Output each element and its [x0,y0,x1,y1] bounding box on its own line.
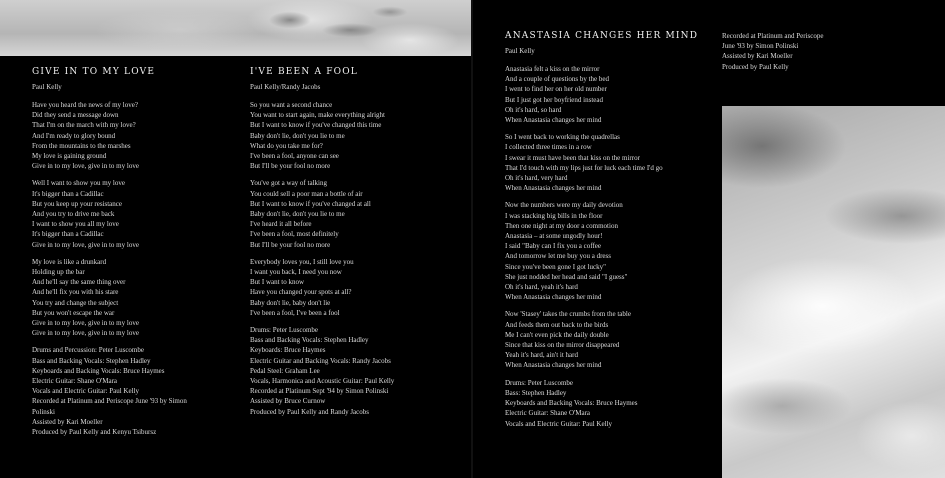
text-line: Since that kiss on the mirror disappeared [505,341,620,350]
text-line: Recorded at Platinum and Periscope [722,32,824,40]
text-line: My love is gaining ground [32,152,107,161]
text-line: But I'll be your fool no more [250,162,331,171]
text-line: Keyboards and Backing Vocals: Bruce Haymes [505,399,638,408]
song-writer: Paul Kelly [505,47,535,55]
stanza [32,257,237,339]
text-line: I've heard it all before [250,220,312,229]
text-line: Anastasia felt a kiss on the mirror [505,65,600,73]
text-line: Then one night at my door a commotion [505,221,618,230]
song-title: ANASTASIA CHANGES HER MIND [505,31,699,41]
song-writer: Paul Kelly [32,83,62,91]
text-line: But I want to know if you've changed at all [250,199,371,208]
credits [32,345,237,437]
credits [250,325,465,417]
text-line: Polinski [32,407,55,416]
text-line: I collected three times in a row [505,143,592,152]
text-line: Give in to my love, give in to my love [32,329,139,338]
text-line: I've been a fool, I've been a fool [250,308,340,317]
text-line: Baby don't lie, don't you lie to me [250,210,345,219]
text-line: Electric Guitar and Backing Vocals: Randy Jacobs [250,356,391,365]
text-line: Me I can't even pick the daily double [505,330,609,339]
text-line: Produced by Paul Kelly [722,62,789,71]
text-line: Now the numbers were my daily devotion [505,201,623,210]
text-line: But I'll be your fool no more [250,240,331,249]
text-line: Assisted by Kari Moeller [722,52,793,61]
text-line: Recorded at Platinum and Periscope June '93 by Simon [32,397,187,406]
text-line: Produced by Paul Kelly and Randy Jacobs [250,407,369,416]
text-line: You've got a way of talking [250,179,327,188]
text-line: When Anastasia changes her mind [505,116,602,125]
text-line: But I want to know if you've changed this time [250,121,382,130]
text-line: Vocals, Harmonica and Acoustic Guitar: Paul Kelly [250,377,395,386]
text-line: Bass: Stephen Hadley [505,388,567,397]
text-line: I want you back, I need you now [250,268,342,277]
text-line: And tomorrow let me buy you a dress [505,252,611,261]
right-page [473,0,945,478]
text-line: My love is like a drunkard [32,257,107,266]
text-line: But you won't escape the war [32,308,115,317]
text-line: Oh it's hard, so hard [505,105,562,114]
text-line: And feeds them out back to the birds [505,320,609,329]
text-line: Baby don't lie, don't you lie to me [250,131,345,140]
text-line: What do you take me for? [250,141,323,150]
text-line: Vocals and Electric Guitar: Paul Kelly [32,387,139,396]
text-line: But I just got her boyfriend instead [505,95,603,104]
stanza [250,257,465,318]
text-line: I was stacking big bills in the floor [505,211,603,220]
text-line: So you want a second chance [250,101,333,109]
left-page [0,0,472,478]
text-line: Anastasia – at some ungodly hour! [505,232,603,241]
text-line: Recorded at Platinum Sept '94 by Simon Polinski [250,387,389,396]
text-line: When Anastasia changes her mind [505,184,602,193]
text-line: Keyboards and Backing Vocals: Bruce Haymes [32,366,165,375]
text-line: That I'm on the march with my love? [32,121,136,130]
song-give-in-to-my-love [32,67,237,437]
text-line: She just nodded her head and said "I guess" [505,272,628,281]
text-line: Now 'Stasey' takes the crumbs from the table [505,310,631,319]
text-line: Give in to my love, give in to my love [32,162,139,171]
text-line: Pedal Steel: Graham Lee [250,366,320,375]
text-line: Did they send a message down [32,111,119,120]
text-line: Everybody loves you, I still love you [250,257,354,266]
text-line: And you try to drive me back [32,210,115,219]
text-line: Assisted by Bruce Curnow [250,397,326,406]
text-line: And a couple of questions by the bed [505,75,610,84]
lyrics [250,100,465,318]
credits [505,378,710,429]
photo-banner [0,0,472,56]
text-line: Oh it's hard, very hard [505,174,568,183]
text-line: I've been a fool, anyone can see [250,152,339,161]
lyrics [32,100,237,338]
text-line: From the mountains to the marshes [32,141,131,150]
text-line: And I'm ready to glory bound [32,131,116,140]
text-line: But you keep up your resistance [32,199,123,208]
credits [722,31,937,72]
text-line: Bass and Backing Vocals: Stephen Hadley [32,356,151,365]
lyrics [505,64,710,371]
text-line: Have you changed your spots at all? [250,288,352,297]
text-line: Electric Guitar: Shane O'Mara [505,409,591,418]
stanza [505,200,710,302]
text-line: Drums: Peter Luscombe [250,326,319,335]
song-title: I'VE BEEN A FOOL [250,67,358,77]
text-line: I went to find her on her old number [505,85,607,94]
text-line: Bass and Backing Vocals: Stephen Hadley [250,336,369,345]
text-line: I swear it must have been that kiss on the mirror [505,153,640,162]
stanza [505,132,710,193]
text-line: And he'll say the same thing over [32,278,126,287]
text-line: And he'll fix you with his stare [32,288,119,297]
song-ive-been-a-fool [250,67,465,417]
song-title: GIVE IN TO MY LOVE [32,67,156,77]
text-line: Assisted by Kari Moeller [32,417,103,426]
text-line: Holding up the bar [32,268,85,277]
stanza [250,100,465,171]
text-line: Since you've been gone I got lucky" [505,262,606,271]
photo-right [722,106,945,478]
text-line: I want to show you all my love [32,220,119,229]
text-line: I've been a fool, most definitely [250,230,339,239]
stanza [250,178,465,249]
text-line: Have you heard the news of my love? [32,101,138,109]
song-anastasia-changes-her-mind [505,31,710,429]
text-line: Yeah it's hard, ain't it hard [505,351,578,360]
text-line: Baby don't lie, baby don't lie [250,298,331,307]
text-line: I said "Baby can I fix you a coffee [505,242,602,251]
stanza [32,178,237,249]
stanza [505,64,710,125]
text-line: Give in to my love, give in to my love [32,240,139,249]
anastasia-recording-credits [722,31,937,72]
stanza [505,309,710,370]
text-line: Keyboards: Bruce Haymes [250,346,326,355]
text-line: But I want to know [250,278,305,287]
song-writer: Paul Kelly/Randy Jacobs [250,83,321,91]
text-line: It's bigger than a Cadillac [32,189,104,198]
text-line: It's bigger than a Cadillac [32,230,104,239]
text-line: Well I want to show you my love [32,179,125,188]
text-line: You try and change the subject [32,298,119,307]
text-line: You want to start again, make everything alright [250,111,385,120]
text-line: When Anastasia changes her mind [505,293,602,302]
text-line: Electric Guitar: Shane O'Mara [32,377,118,386]
text-line: When Anastasia changes her mind [505,361,602,370]
text-line: So I went back to working the quadrellas [505,133,620,142]
text-line: Drums and Percussion: Peter Luscombe [32,346,144,355]
text-line: Oh it's hard, yeah it's hard [505,283,578,292]
text-line: Vocals and Electric Guitar: Paul Kelly [505,419,612,428]
text-line: You could sell a poor man a bottle of air [250,189,363,198]
text-line: June '93 by Simon Polinski [722,42,799,51]
stanza [32,100,237,171]
text-line: Drums: Peter Luscombe [505,378,574,387]
text-line: That I'd touch with my lips just for luck each time I'd go [505,163,663,172]
text-line: Produced by Paul Kelly and Kenyu Tsibursz [32,428,157,437]
text-line: Give in to my love, give in to my love [32,319,139,328]
